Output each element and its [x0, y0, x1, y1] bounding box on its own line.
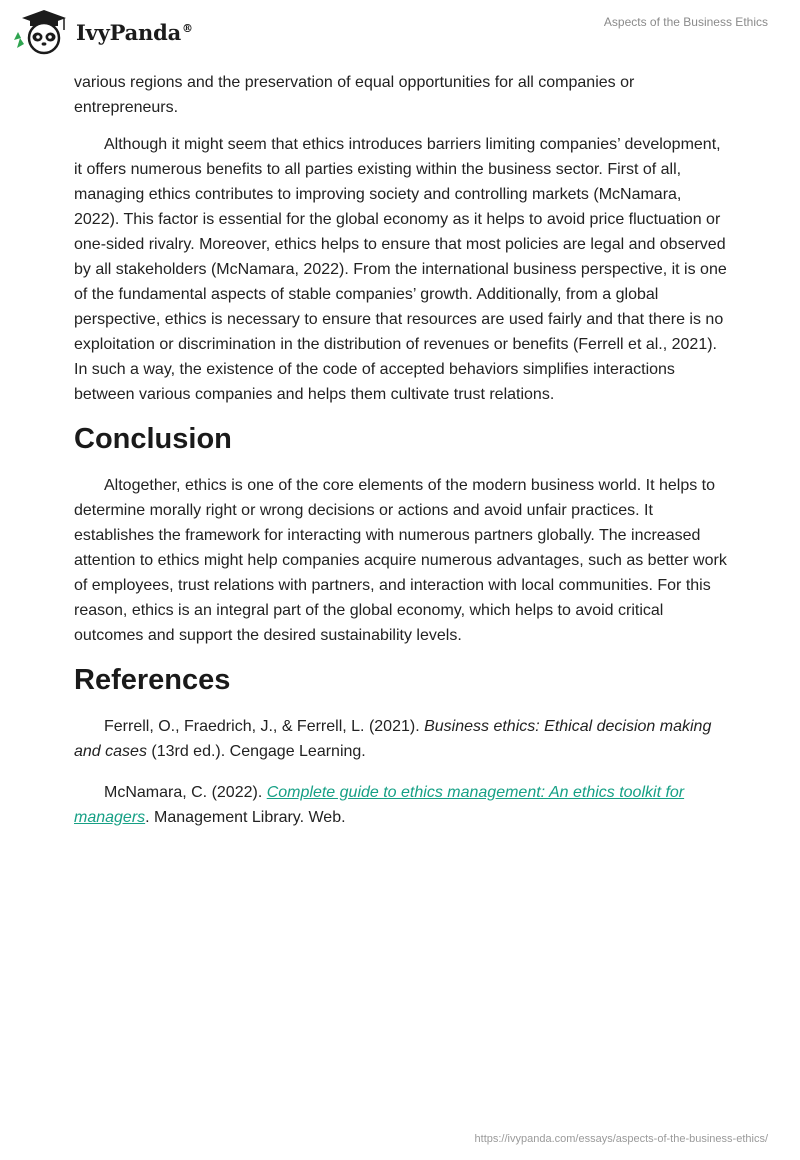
paragraph-continued: various regions and the preservation of equal opportunities for all companies or entrepreneurs. [74, 74, 635, 116]
conclusion-heading: Conclusion [74, 423, 232, 455]
reference-mcnamara: McNamara, C. (2022). Complete guide to ethics management: An ethics toolkit for managers. Management Library. Web. [74, 784, 685, 826]
document-body [74, 70, 728, 846]
footer-url: https://ivypanda.com/essays/aspects-of-the-business-ethics/ [474, 1133, 768, 1145]
page-header [0, 0, 800, 70]
panda-graduate-icon [14, 8, 72, 56]
reference-ferrell: Ferrell, O., Fraedrich, J., & Ferrell, L. (2021). Business ethics: Ethical decision making and cases (13rd ed.). Cengage Learning. [74, 718, 712, 760]
ivypanda-logo[interactable] [14, 8, 193, 56]
references-heading: References [74, 664, 231, 696]
conclusion-paragraph: Altogether, ethics is one of the core elements of the modern business world. It helps to determine morally right or wrong decisions or actions and avoid unfair practices. It establishes the framework for interacting with numerous partners globally. The increased attention to ethics might help companies acquire numerous advantages, such as better work of employees, trust relations with partners, and interaction with local communities. For this reason, ethics is an integral part of the global economy, which helps to avoid critical outcomes and support the desired sustainability levels. [74, 477, 727, 644]
brand-name: IvyPanda® [76, 19, 193, 45]
reference-ferrell-title: Business ethics: Ethical decision making and cases [74, 718, 712, 760]
paragraph-benefits: Although it might seem that ethics introduces barriers limiting companies’ development, it offers numerous benefits to all parties existing within the business sector. First of all, managing ethics contributes to improving society and controlling markets (McNamara, 2022). This factor is essential for the global economy as it helps to avoid price fluctuation or one-sided rivalry. Moreover, ethics helps to ensure that most policies are legal and observed by all stakeholders (McNamara, 2022). From the international business perspective, it is one of the fundamental aspects of stable companies’ growth. Additionally, from a global perspective, ethics is necessary to ensure that resources are used fairly and that there is no exploitation or discrimination in the distribution of revenues or benefits (Ferrell et al., 2021). In such a way, the existence of the code of accepted behaviors simplifies interactions between various companies and helps them cultivate trust relations. [74, 136, 727, 403]
running-title: Aspects of the Business Ethics [603, 15, 768, 29]
reference-mcnamara-link[interactable]: Complete guide to ethics management: An ethics toolkit for managers [74, 784, 685, 826]
